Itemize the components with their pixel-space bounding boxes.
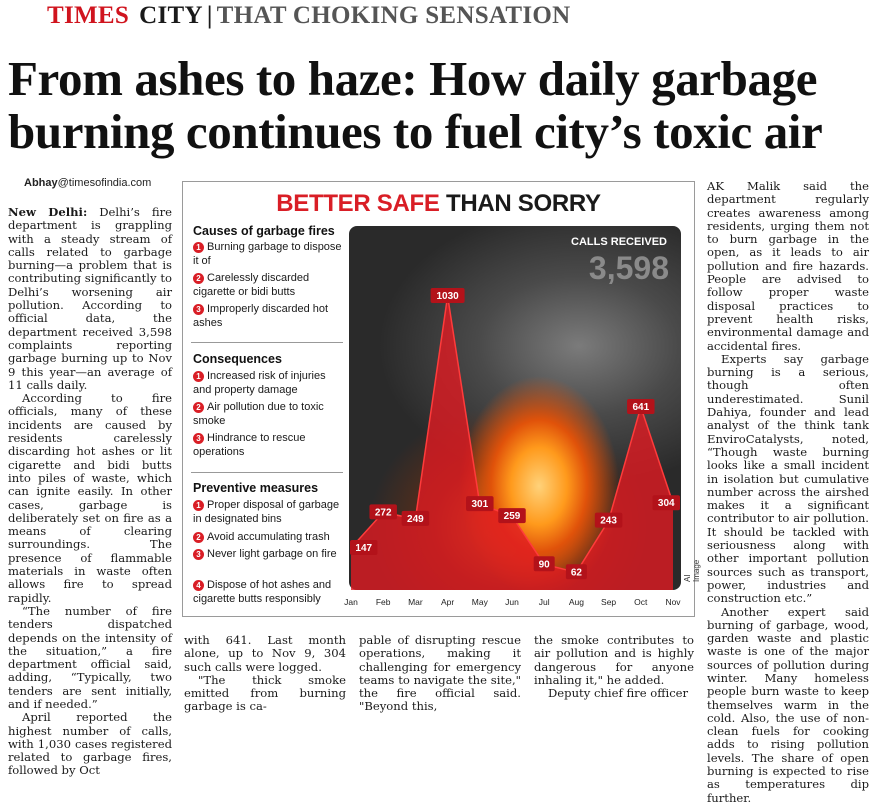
month-tick-label: Jun bbox=[505, 597, 519, 607]
data-label bbox=[566, 564, 587, 579]
article-column-3 bbox=[359, 634, 521, 712]
section-separator: | bbox=[206, 2, 213, 29]
data-label-text: 641 bbox=[632, 402, 650, 414]
paragraph: AK Malik said the department regularly creates awareness among residents, urging them not to burn garbage in the open, as it leads to air pollution and fire hazards. People are advised to follow proper waste disposal practices to prevent health risks, environmental damage and accidental fires. bbox=[707, 179, 869, 353]
data-label-text: 259 bbox=[503, 511, 521, 523]
month-tick-label: Nov bbox=[665, 597, 681, 607]
paragraph: Another expert said burning of garbage, wood, garden waste and plastic waste is one of the major sources of pollution during winter. Many homeless people burn waste to keep themselves warm in the cold. Also, the use of non-clean fuels for cooking adds to rising pollution levels. The share of open burning is expected to rise as temperatures dip further. bbox=[707, 604, 869, 805]
number-badge: 4 bbox=[193, 580, 204, 591]
paragraph bbox=[8, 206, 172, 392]
photo-credit: AI Image bbox=[683, 559, 701, 582]
month-tick-label: Jul bbox=[538, 597, 550, 607]
data-label bbox=[627, 399, 655, 414]
paragraph-text: Delhi’s fire department is grappling with a steady stream of calls related to garbage burning—a problem that is contributing significantly to Delhi’s worsening air pollution. According to official data, the department received 3,598 complaints reporting garbage burning up to Nov 9 this year—an average of 11 calls daily. bbox=[8, 205, 172, 392]
data-label bbox=[595, 513, 623, 528]
data-label bbox=[350, 540, 378, 555]
fire-photo-background bbox=[349, 226, 681, 590]
list-item bbox=[193, 432, 345, 459]
list-item bbox=[193, 303, 345, 330]
data-label bbox=[534, 556, 555, 571]
byline bbox=[24, 177, 151, 189]
list-item-text: Hindrance to rescue operations bbox=[193, 432, 306, 458]
article-column-1 bbox=[8, 205, 172, 778]
number-badge: 3 bbox=[193, 304, 204, 315]
list-item bbox=[193, 401, 345, 428]
number-badge: 2 bbox=[193, 532, 204, 543]
month-tick-label: Feb bbox=[375, 597, 391, 607]
paragraph: "The thick smoke emitted from burning garbage is ca- bbox=[184, 672, 346, 714]
paragraph: pable of disrupting rescue operations, making it challenging for emergency teams to navigate the site," the fire official said. "Beyond this, bbox=[359, 633, 521, 714]
number-badge: 1 bbox=[193, 242, 204, 253]
data-label-text: 1030 bbox=[436, 290, 459, 302]
divider bbox=[191, 342, 343, 343]
month-tick-label: Oct bbox=[634, 597, 648, 607]
data-label-text: 243 bbox=[600, 515, 617, 527]
data-label-text: 147 bbox=[355, 543, 373, 555]
preventive-title: Preventive measures bbox=[193, 481, 319, 495]
data-label bbox=[402, 511, 430, 526]
list-item-text: Burning garbage to dispose it of bbox=[193, 241, 342, 267]
data-label bbox=[466, 496, 494, 511]
month-tick-label: Aug bbox=[568, 597, 584, 607]
list-item-text: Carelessly discarded cigarette or bidi butts bbox=[193, 272, 310, 298]
list-item bbox=[193, 241, 345, 268]
list-item bbox=[193, 548, 345, 562]
list-item-text: Proper disposal of garbage in designated bins bbox=[193, 499, 340, 525]
list-item bbox=[193, 370, 345, 397]
month-tick-label: Sep bbox=[601, 597, 617, 607]
data-label-text: 304 bbox=[657, 498, 675, 510]
month-tick-label: May bbox=[471, 597, 488, 607]
list-item bbox=[193, 579, 345, 606]
consequences-title: Consequences bbox=[193, 352, 282, 366]
dateline: New Delhi: bbox=[8, 205, 88, 219]
section-name: THAT CHOKING SENSATION bbox=[216, 2, 571, 29]
data-label bbox=[369, 504, 397, 519]
divider bbox=[191, 472, 343, 473]
data-label bbox=[431, 288, 465, 303]
number-badge: 3 bbox=[193, 549, 204, 560]
paragraph: According to fire officials, many of these incidents are caused by residents carelessly discarding hot ashes or lit cigarette and bidi butts into piles of waste, which can ignite easily. In other cases, garbage is deliberately set on fire as a means of clearing surroundings. The presence of flammable materials in waste often allows fire to spread rapidly. bbox=[8, 391, 172, 605]
list-item-text: Air pollution due to toxic smoke bbox=[193, 401, 324, 427]
list-item bbox=[193, 499, 345, 526]
data-label-text: 249 bbox=[407, 513, 424, 525]
calls-area bbox=[351, 296, 673, 590]
article-column-4 bbox=[534, 634, 694, 712]
paragraph: with 641. Last month alone, up to Nov 9, 304 such calls were logged. bbox=[184, 633, 346, 674]
list-item-text: Increased risk of injuries and property damage bbox=[193, 370, 326, 396]
list-item bbox=[193, 531, 345, 545]
list-item-text: Avoid accumulating trash bbox=[207, 531, 330, 543]
list-item bbox=[193, 272, 345, 299]
list-item-text: Dispose of hot ashes and cigarette butts responsibly bbox=[193, 579, 332, 605]
data-label-text: 90 bbox=[538, 559, 550, 571]
data-label-text: 62 bbox=[570, 567, 582, 579]
infographic bbox=[182, 181, 701, 617]
byline-name: Abhay bbox=[24, 177, 58, 189]
byline-email: @timesofindia.com bbox=[57, 177, 152, 189]
number-badge: 2 bbox=[193, 402, 204, 413]
month-tick-label: Jan bbox=[344, 597, 358, 607]
paragraph: Experts say garbage burning is a serious, though often underestimated. Sunil Dahiya, founder and lead analyst of the think tank EnviroCatalysts, noted, “Though waste burning looks like a small incident in isolation but cumulative number across the airshed makes it a significant contributor to air pollution. It should be tackled with seriousness along with other important pollution sources such as transport, power, industries and construction etc.” bbox=[707, 351, 869, 606]
headline: From ashes to haze: How daily garbage burning continues to fuel city’s toxic air bbox=[8, 51, 823, 159]
month-axis bbox=[343, 592, 683, 612]
masthead-times: TIMES bbox=[47, 2, 130, 29]
month-tick-label: Mar bbox=[408, 597, 423, 607]
article-column-2 bbox=[184, 634, 346, 712]
paragraph: Deputy chief fire officer bbox=[548, 686, 689, 701]
number-badge: 1 bbox=[193, 371, 204, 382]
paragraph: April reported the highest number of calls, with 1,030 cases registered related to garbage fires, followed by Oct bbox=[8, 710, 172, 778]
month-tick-label: Apr bbox=[440, 597, 455, 607]
section-header bbox=[47, 0, 687, 32]
causes-title: Causes of garbage fires bbox=[193, 224, 335, 238]
section-city: CITY bbox=[139, 2, 203, 29]
number-badge: 2 bbox=[193, 273, 204, 284]
data-label bbox=[498, 508, 526, 523]
paragraph: “The number of fire tenders dispatched depends on the intensity of the situation,” a fire department official said, adding, “Typically, two tenders are sent initially, and if needed.” bbox=[8, 603, 172, 711]
number-badge: 3 bbox=[193, 433, 204, 444]
list-item-text: Never light garbage on fire bbox=[207, 548, 337, 560]
data-label bbox=[653, 495, 681, 510]
infographic-title-red: BETTER SAFE bbox=[276, 190, 440, 217]
calls-received-total: 3,598 bbox=[588, 250, 669, 286]
infographic-title-dark: THAN SORRY bbox=[445, 190, 601, 217]
data-label-text: 272 bbox=[374, 507, 392, 519]
infographic-title bbox=[183, 190, 694, 218]
data-label-text: 301 bbox=[471, 499, 489, 511]
number-badge: 1 bbox=[193, 500, 204, 511]
calls-received-label: CALLS RECEIVED bbox=[571, 236, 667, 248]
list-item-text: Improperly discarded hot ashes bbox=[193, 303, 329, 329]
paragraph: the smoke contributes to air pollution and is highly dangerous for anyone inhaling it," he added. bbox=[534, 633, 694, 687]
article-column-5 bbox=[707, 179, 869, 805]
